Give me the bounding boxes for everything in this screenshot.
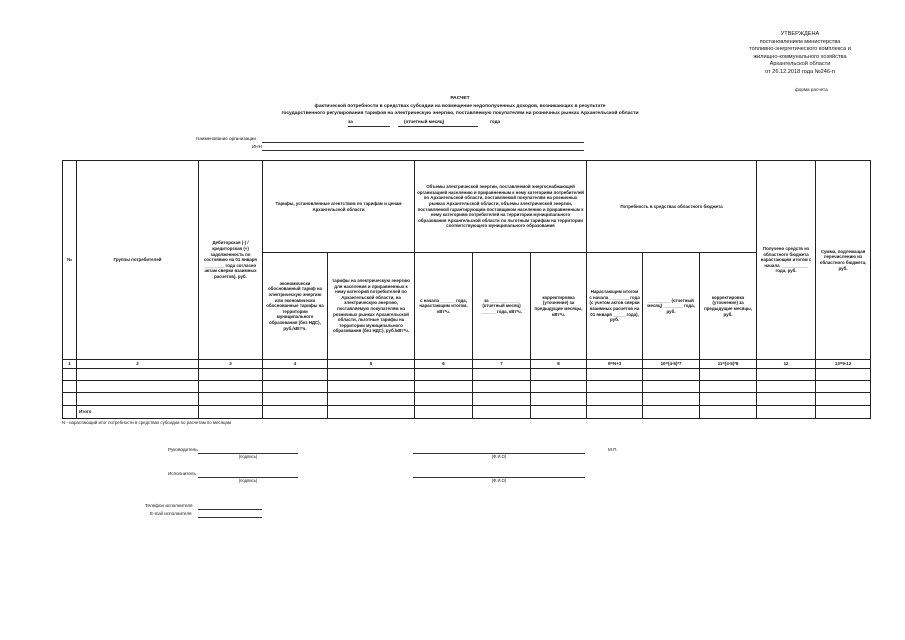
approval-line: топливно-энергетического комплекса и: [749, 46, 851, 53]
header-due: Сумма, подлежащая перечислению из областного бюджета, руб.: [816, 161, 871, 360]
email-field[interactable]: [198, 517, 262, 518]
title-line-1: фактической потребности в средствах субсидии на возмещение недополученных доходов, возникающих в результате: [314, 103, 606, 109]
document-title: [150, 95, 770, 118]
title-line-2: государственного регулирования тарифов на электрическую энергию, поставляемую покупателям на розничных рынках Архангельской области: [281, 111, 639, 117]
header-volumes-group: Объемы электрической энергии, поставляемой энергоснабжающей организацией населению и приравненным к нему категориям потребителей по Архангельской области, поставляемой покупателям на розничных рынках Архангельской области, объемы электрической энергии, поставляемой гарантирующим поставщиком населению и приравненным к нему категориям потребителей на территории муниципального образования Архангельской области по льготным тарифам на территории соответствующего муниципального образования: [415, 161, 587, 253]
approval-line: Архангельской области: [769, 61, 831, 68]
approval-line: от 26.12.2018 года №246-п: [765, 68, 835, 75]
inn-field[interactable]: [262, 150, 584, 151]
title-heading: РАСЧЕТ: [450, 96, 470, 101]
approval-line: УТВЕРЖДЕНА: [780, 31, 820, 37]
header-tariff-econ: экономически обоснованный тариф на электрическую энергию или экономически обоснованные тарифы на территории муниципального образования (без НДС), руб./кВт*ч.: [263, 253, 328, 360]
email-label: E-mail исполнителя: [150, 511, 192, 516]
approval-line: жилищно-коммунального хозяйства: [753, 53, 847, 60]
header-no: №: [63, 161, 77, 360]
period-prefix: за: [348, 119, 353, 124]
header-received: Получено средств из областного бюджета нарастающим итогом с начала ___________ года, руб.: [757, 161, 816, 360]
approval-line: постановлением министерства: [759, 38, 841, 45]
header-tariff-pop: тарифы на электрическую энергию для населения и приравненных к нему категорий потребителей по Архангельской области, на электрическую энергию, поставляемую покупателям на розничных рынках Архангельской области, льготные тарифы на территории муниципального образования (без НДС), руб./кВт*ч.: [328, 253, 415, 360]
header-vol-start: с начала ______ года, нарастающим итогом, кВт*ч.: [415, 253, 473, 360]
executor-name-caption: (Ф.И.О): [491, 478, 507, 483]
organization-block: [196, 136, 596, 156]
col-number: 11=(4-5)*8: [700, 360, 757, 369]
header-vol-month: за ____________ (отчетный месяц) ______ года, кВт*ч.: [473, 253, 531, 360]
col-number: 8: [531, 360, 587, 369]
table-row: [63, 381, 871, 393]
total-row: [63, 406, 871, 419]
calculation-table: [62, 160, 871, 419]
executor-label: Исполнитель: [168, 471, 196, 476]
column-number-row: [63, 360, 871, 369]
period-year: года: [490, 119, 501, 124]
header-need-group: Потребность в средствах областного бюджета: [587, 161, 757, 253]
inn-label: ИНН: [252, 144, 262, 149]
org-name-field[interactable]: [262, 142, 584, 143]
col-number: 2: [77, 360, 199, 369]
col-number: 12: [757, 360, 816, 369]
header-debt: Дебиторская (-) / кредиторская (+) задолженность по состоянию на 01 января ________ года согласно актам сверки взаимных расчетов), руб.: [199, 161, 263, 360]
table-row: [63, 369, 871, 381]
head-signature-caption: (подпись): [238, 454, 258, 459]
col-number: 4: [263, 360, 328, 369]
head-label: Руководитель: [168, 447, 198, 452]
header-groups: Группы потребителей: [77, 161, 199, 360]
approval-stamp-block: [700, 31, 900, 77]
period-month: (отчетный месяц): [404, 119, 445, 124]
header-need-adj: корректировка (уточнение) за предыдущие месяцы, руб.: [700, 253, 757, 360]
org-name-label: Наименование организации: [196, 136, 256, 141]
col-number: 6: [415, 360, 473, 369]
footnote: N - нарастающий итог потребности в средствах субсидии по расчетам по месяцам: [62, 420, 231, 425]
col-number: 5: [328, 360, 415, 369]
header-vol-adj: корректировка (уточнение) за предыдущие месяцы, кВт*ч.: [531, 253, 587, 360]
phone-label: Телефон исполнителя: [145, 503, 193, 508]
total-label: Итого: [77, 406, 199, 419]
col-number: 7: [473, 360, 531, 369]
col-number: 10=(4-5)*7: [643, 360, 700, 369]
head-name-caption: (Ф.И.О): [491, 454, 507, 459]
stamp-label: М.П.: [608, 447, 618, 452]
col-number: 3: [199, 360, 263, 369]
header-tariffs-group: Тарифы, установленные агентством по тарифам и ценам Архангельской области: [263, 161, 415, 253]
header-need-start: Нарастающим итогом с начала ________ года (с учетом актов сверки взаимных расчетов на 01 января _____ года), руб.: [587, 253, 643, 360]
col-number: 1: [63, 360, 77, 369]
executor-signature-caption: (подпись): [238, 478, 258, 483]
header-need-month: _________ (отчетный месяц) ________ года, руб.: [643, 253, 700, 360]
phone-field[interactable]: [198, 509, 262, 510]
table-row: [63, 393, 871, 406]
form-label: форма расчета: [795, 87, 828, 92]
col-number: 9=N+3: [587, 360, 643, 369]
col-number: 13=9-12: [816, 360, 871, 369]
